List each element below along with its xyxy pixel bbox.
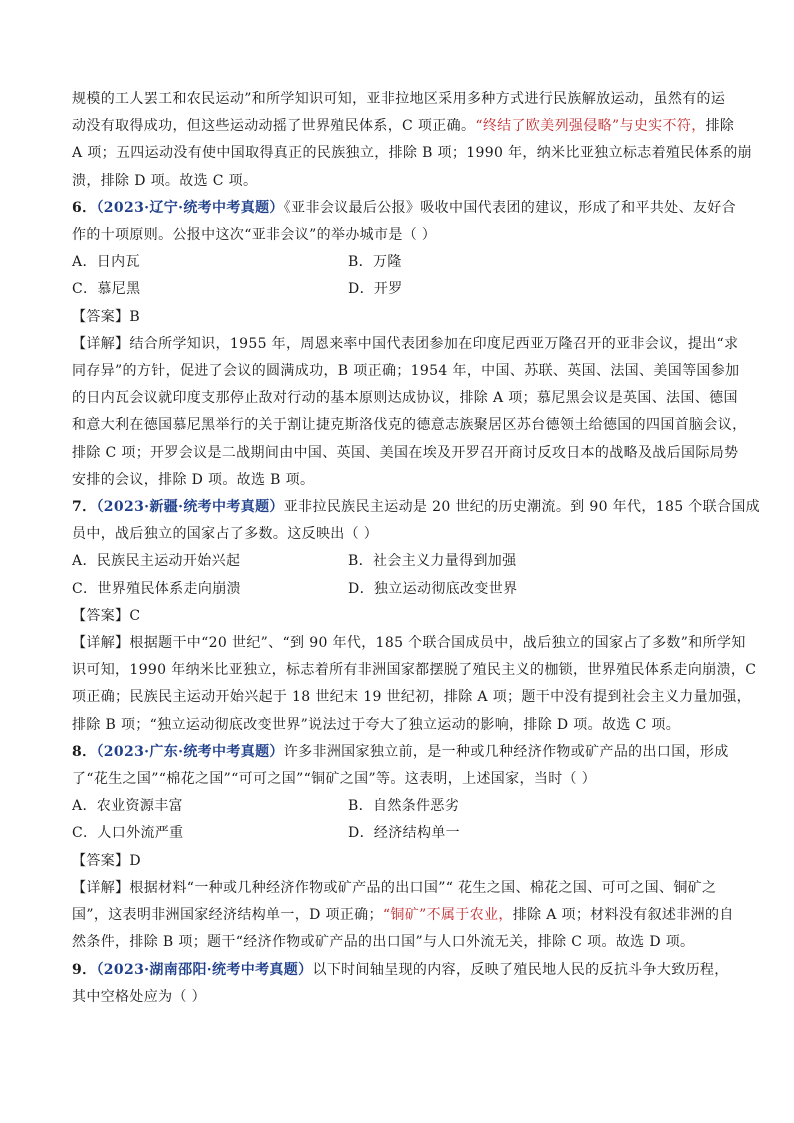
options-row — [72, 793, 732, 820]
highlighted-note: “铜矿”不属于农业， — [382, 907, 513, 924]
option-b: B．自然条件恶劣 — [348, 798, 460, 815]
option-b: B．万隆 — [348, 254, 402, 271]
detail-line: 项正确；民族民主运动开始兴起于 18 世纪末 19 世纪初，排除 A 项；题干中没有提到社会主义力量加强， — [72, 689, 751, 706]
detail: 【详解】根据材料“一种或几种经济作物或矿产品的出口国”“ 花生之国、棉花之国、可可之国、铜矿之 — [72, 879, 717, 896]
detail-line: 的日内瓦会议就印度支那停止敌对行动的基本原则达成协议，排除 A 项；慕尼黑会议是英国、法国、德国 — [72, 390, 738, 407]
options-row — [72, 276, 732, 303]
question-stem: 员中，战后独立的国家占了多数。这反映出（ ） — [72, 526, 379, 543]
detail-line: 然条件，排除 B 项；题干“经济作物或矿产品的出口国”与人口外流无关，排除 C 项。故选 D 项。 — [72, 934, 695, 951]
question-stem: 6．（2023·辽宁·统考中考真题）《亚非会议最后公报》吸收中国代表团的建议，形成了和平共处、友好合 — [72, 199, 736, 216]
question-stem: 其中空格处应为（ ） — [72, 988, 206, 1005]
question-stem: 了“花生之国”“棉花之国”“可可之国”“铜矿之国”等。这表明，上述国家，当时（ ） — [72, 771, 597, 788]
answer: 【答案】B — [72, 308, 141, 325]
question-7 — [72, 494, 761, 739]
option-c: C．人口外流严重 — [72, 825, 184, 842]
question-stem: 9．（2023·湖南邵阳·统考中考真题）以下时间轴呈现的内容，反映了殖民地人民的反抗斗争大致历程， — [72, 961, 729, 978]
question-stem: 作的十项原则。公报中这次“亚非会议”的举办城市是（ ） — [72, 227, 437, 244]
options-row — [72, 576, 732, 603]
option-d: D．经济结构单一 — [348, 825, 461, 842]
detail: 【详解】根据题干中“20 世纪”、“到 90 年代，185 个联合国成员中，战后独立的国家占了多数”和所学知 — [72, 635, 746, 652]
detail: 【详解】结合所学知识，1955 年，周恩来率中国代表团参加在印度尼西亚万隆召开的亚非会议，提出“求 — [72, 335, 739, 352]
question-9 — [72, 957, 732, 1011]
options-row — [72, 820, 732, 847]
detail-line: 排除 C 项；开罗会议是二战期间由中国、英国、美国在埃及开罗召开商讨反攻日本的战略及战后国际局势 — [72, 444, 739, 461]
answer: 【答案】C — [72, 607, 141, 624]
text-line: 溃，排除 D 项。故选 C 项。 — [72, 172, 258, 189]
question-source: （2023·广东·统考中考真题） — [96, 743, 284, 760]
detail-line: 国”，这表明非洲国家经济结构单一，D 项正确；“铜矿”不属于农业，排除 A 项；材料没有叙述非洲的自 — [72, 907, 734, 924]
text-line: A 项；五四运动没有使中国取得真正的民族独立，排除 B 项；1990 年，纳米比亚独立标志着殖民体系的崩 — [72, 145, 753, 162]
detail-line: 识可知，1990 年纳米比亚独立，标志着所有非洲国家都摆脱了殖民主义的枷锁，世界殖民体系走向崩溃，C — [72, 662, 757, 679]
text-line: 动没有取得成功，但这些运动动摇了世界殖民体系，C 项正确。“终结了欧美列强侵略”与史实不符，排除 — [72, 118, 735, 135]
detail-line: 同存异”的方针，促进了会议的圆满成功，B 项正确；1954 年，中国、苏联、英国、法国、美国等国参加 — [72, 363, 740, 380]
question-8 — [72, 739, 732, 957]
text-line: 规模的工人罢工和农民运动”和所学知识可知，亚非拉地区采用多种方式进行民族解放运动，虽然有的运 — [72, 91, 726, 107]
highlighted-note: “终结了欧美列强侵略”与史实不符， — [475, 118, 706, 135]
detail-line: 安排的会议，排除 D 项。故选 B 项。 — [72, 471, 315, 488]
detail-line: 和意大利在德国慕尼黑举行的关于割让捷克斯洛伐克的德意志族聚居区苏台德领土给德国的四国首脑会议， — [72, 417, 747, 434]
option-a: A．日内瓦 — [72, 254, 140, 271]
answer: 【答案】D — [72, 852, 141, 869]
question-source: （2023·新疆·统考中考真题） — [96, 499, 284, 516]
option-c: C．世界殖民体系走向崩溃 — [72, 580, 241, 597]
question-6 — [72, 195, 747, 494]
option-a: A．农业资源丰富 — [72, 798, 183, 815]
option-a: A．民族民主运动开始兴起 — [72, 553, 241, 570]
detail-line: 排除 B 项；“独立运动彻底改变世界”说法过于夸大了独立运动的影响，排除 D 项。故选 C 项。 — [72, 716, 681, 733]
question-stem: 7．（2023·新疆·统考中考真题）亚非拉民族民主运动是 20 世纪的历史潮流。到 90 年代，185 个联合国成 — [72, 499, 761, 516]
options-row — [72, 249, 732, 276]
document-page — [72, 86, 761, 1011]
option-d: D．开罗 — [348, 281, 403, 298]
previous-question-explanation — [72, 86, 753, 195]
options-row — [72, 548, 732, 575]
option-d: D．独立运动彻底改变世界 — [348, 580, 518, 597]
question-source: （2023·辽宁·统考中考真题） — [96, 199, 284, 216]
question-stem: 8．（2023·广东·统考中考真题）许多非洲国家独立前，是一种或几种经济作物或矿产品的出口国，形成 — [72, 743, 729, 760]
option-c: C．慕尼黑 — [72, 281, 141, 298]
question-source: （2023·湖南邵阳·统考中考真题） — [96, 961, 313, 978]
option-b: B．社会主义力量得到加强 — [348, 553, 517, 570]
